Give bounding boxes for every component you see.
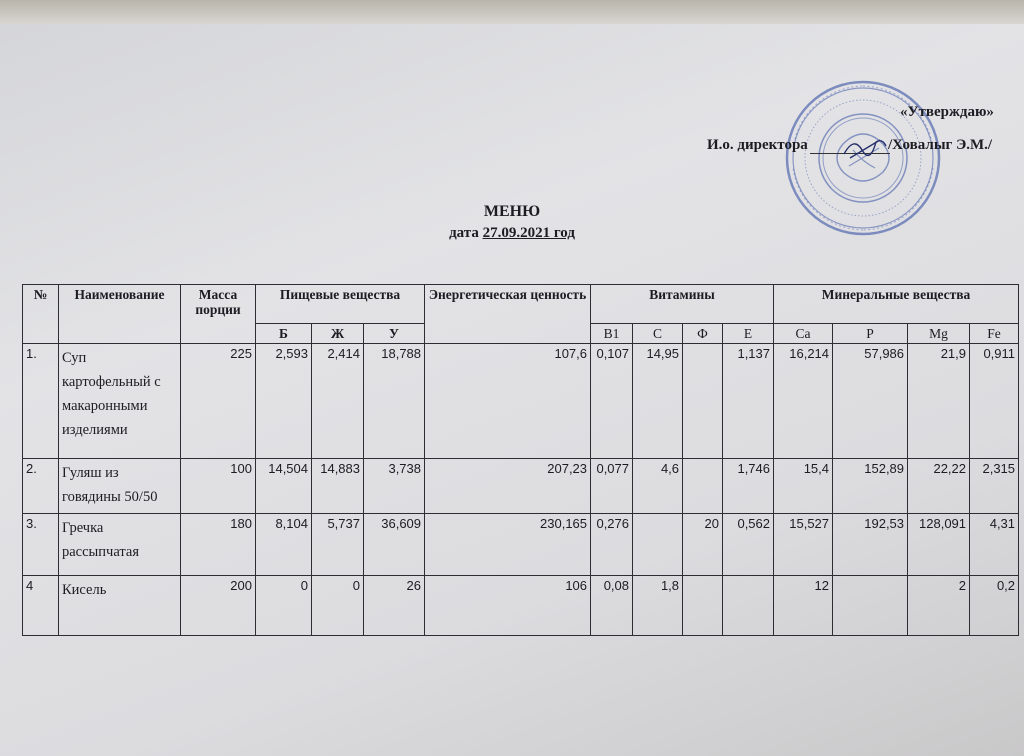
date-line [0, 225, 1024, 242]
carbs-cell: 26 [364, 576, 425, 636]
col-num-header: № [23, 285, 59, 344]
sub-header: Ca [774, 324, 833, 344]
row-number: 3. [23, 514, 59, 576]
b1-cell: 0,107 [591, 344, 633, 459]
table-row [23, 344, 1019, 459]
f-cell: 20 [683, 514, 723, 576]
sub-header: B1 [591, 324, 633, 344]
b1-cell: 0,08 [591, 576, 633, 636]
p-cell: 57,986 [833, 344, 908, 459]
fat-cell: 2,414 [312, 344, 364, 459]
page-title: МЕНЮ [483, 203, 541, 220]
col-nutrients-header: Пищевые вещества [256, 285, 425, 324]
sub-header: E [723, 324, 774, 344]
mass-cell: 225 [181, 344, 256, 459]
c-cell: 14,95 [633, 344, 683, 459]
date-prefix: дата [449, 225, 479, 241]
f-cell [683, 576, 723, 636]
c-cell: 4,6 [633, 459, 683, 514]
sub-header: У [364, 324, 425, 344]
e-cell: 1,746 [723, 459, 774, 514]
sub-header: Mg [908, 324, 970, 344]
approve-label: «Утверждаю» [900, 104, 994, 120]
b1-cell: 0,276 [591, 514, 633, 576]
sub-header: Б [256, 324, 312, 344]
carbs-cell: 36,609 [364, 514, 425, 576]
protein-cell: 0 [256, 576, 312, 636]
ca-cell: 15,527 [774, 514, 833, 576]
sub-header: P [833, 324, 908, 344]
e-cell: 0,562 [723, 514, 774, 576]
protein-cell: 8,104 [256, 514, 312, 576]
sub-header: Fe [970, 324, 1019, 344]
dish-name: Гуляш из говядины 50/50 [59, 459, 181, 514]
e-cell [723, 576, 774, 636]
protein-cell: 14,504 [256, 459, 312, 514]
fe-cell: 4,31 [970, 514, 1019, 576]
sub-header: Ж [312, 324, 364, 344]
fe-cell: 0,2 [970, 576, 1019, 636]
f-cell [683, 459, 723, 514]
fat-cell: 0 [312, 576, 364, 636]
p-cell: 192,53 [833, 514, 908, 576]
col-name-header: Наименование [59, 285, 181, 344]
table-row [23, 514, 1019, 576]
mass-cell: 180 [181, 514, 256, 576]
b1-cell: 0,077 [591, 459, 633, 514]
sub-header: C [633, 324, 683, 344]
fat-cell: 5,737 [312, 514, 364, 576]
c-cell: 1,8 [633, 576, 683, 636]
dish-name: Кисель [59, 576, 181, 636]
f-cell [683, 344, 723, 459]
photo-top-edge [0, 0, 1024, 24]
ca-cell: 15,4 [774, 459, 833, 514]
row-number: 1. [23, 344, 59, 459]
e-cell: 1,137 [723, 344, 774, 459]
row-number: 2. [23, 459, 59, 514]
menu-table [22, 284, 1019, 636]
energy-cell: 107,6 [425, 344, 591, 459]
carbs-cell: 3,738 [364, 459, 425, 514]
mass-cell: 100 [181, 459, 256, 514]
signature-icon [840, 132, 890, 162]
dish-name: Суп картофельный с макаронными изделиями [59, 344, 181, 459]
p-cell: 152,89 [833, 459, 908, 514]
table-row [23, 576, 1019, 636]
mg-cell: 2 [908, 576, 970, 636]
director-label: И.о. директора [707, 137, 808, 153]
row-number: 4 [23, 576, 59, 636]
mg-cell: 21,9 [908, 344, 970, 459]
mg-cell: 128,091 [908, 514, 970, 576]
c-cell [633, 514, 683, 576]
col-energy-header: Энергетическая ценность [425, 285, 591, 344]
director-name: /Ховалыг Э.М./ [888, 137, 993, 153]
table-row [23, 459, 1019, 514]
sub-header: Ф [683, 324, 723, 344]
fe-cell: 0,911 [970, 344, 1019, 459]
ca-cell: 16,214 [774, 344, 833, 459]
fat-cell: 14,883 [312, 459, 364, 514]
fe-cell: 2,315 [970, 459, 1019, 514]
carbs-cell: 18,788 [364, 344, 425, 459]
dish-name: Гречка рассыпчатая [59, 514, 181, 576]
p-cell [833, 576, 908, 636]
col-vitamins-header: Витамины [591, 285, 774, 324]
date-value: 27.09.2021 год [482, 225, 575, 241]
mg-cell: 22,22 [908, 459, 970, 514]
energy-cell: 230,165 [425, 514, 591, 576]
mass-cell: 200 [181, 576, 256, 636]
col-mass-header: Масса порции [181, 285, 256, 344]
ca-cell: 12 [774, 576, 833, 636]
col-minerals-header: Минеральные вещества [774, 285, 1019, 324]
energy-cell: 106 [425, 576, 591, 636]
protein-cell: 2,593 [256, 344, 312, 459]
energy-cell: 207,23 [425, 459, 591, 514]
